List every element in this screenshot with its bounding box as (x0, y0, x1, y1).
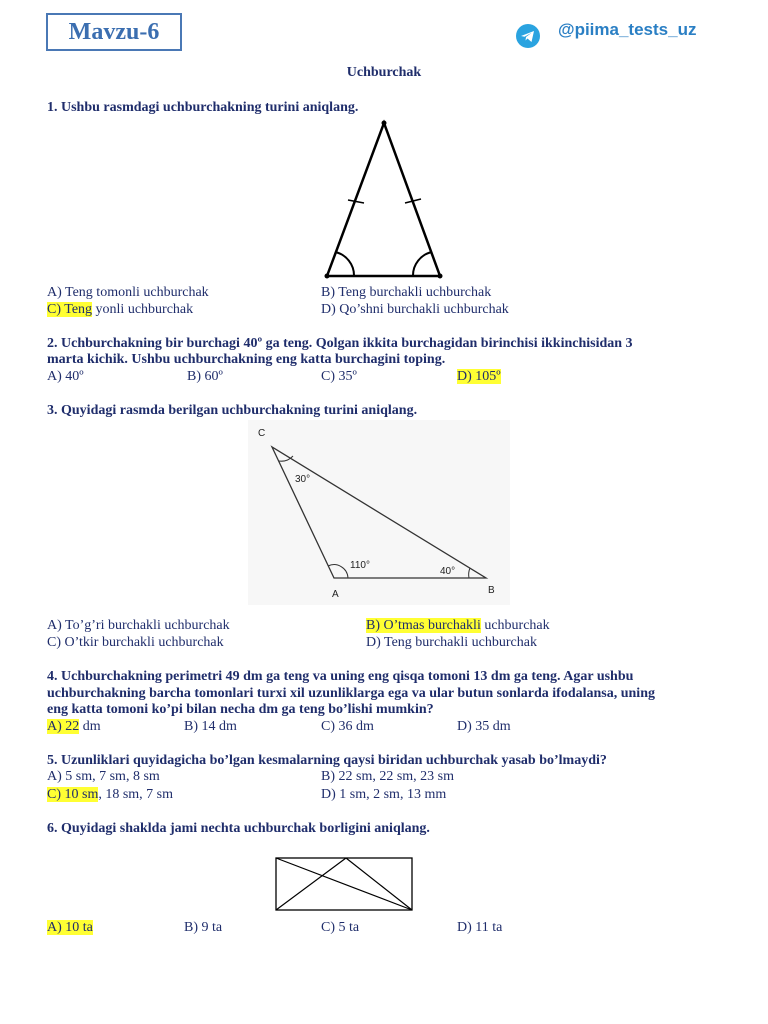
q6-option-d[interactable]: D) 11 ta (457, 920, 503, 935)
answer-highlight: C) Teng (47, 302, 93, 317)
angle-a-label: 110° (350, 560, 370, 571)
vertex-b-label: B (488, 585, 495, 596)
q3-option-a[interactable]: A) To’g’ri burchakli uchburchak (47, 618, 230, 633)
q2-option-d[interactable] (457, 368, 501, 385)
answer-highlight: C) 10 sm (47, 787, 99, 802)
answer-highlight: A) 10 ta (47, 920, 93, 935)
q4-option-d[interactable]: D) 35 dm (457, 719, 511, 734)
q6-option-a[interactable] (47, 919, 93, 936)
answer-highlight: B) O’tmas burchakli (366, 618, 481, 633)
q6-option-b[interactable]: B) 9 ta (184, 920, 223, 935)
topic-label: Mavzu-6 (68, 18, 160, 45)
question-1: 1. Ushbu rasmdagi uchburchakning turini aniqlang. (47, 100, 359, 115)
q5-option-b[interactable]: B) 22 sm, 22 sm, 23 sm (321, 769, 455, 784)
q4-option-c[interactable]: C) 36 dm (321, 719, 374, 734)
option-text: , 18 sm, 7 sm (98, 787, 174, 802)
vertex-c-label: C (258, 428, 266, 439)
q1-option-d[interactable]: D) Qo’shni burchakli uchburchak (321, 302, 509, 317)
q2-option-a[interactable]: A) 40º (47, 369, 84, 384)
q5-option-d[interactable]: D) 1 sm, 2 sm, 13 mm (321, 787, 447, 802)
q4-option-b[interactable]: B) 14 dm (184, 719, 237, 734)
q2-option-b[interactable]: B) 60º (187, 369, 223, 384)
q4-option-a[interactable] (47, 718, 101, 735)
q5-option-c[interactable] (47, 786, 173, 803)
question-5: 5. Uzunliklari quyidagicha bo’lgan kesmalarning qaysi biridan uchburchak yasab bo’lmaydi? (47, 753, 607, 768)
channel-handle[interactable]: @piima_tests_uz (558, 20, 697, 39)
q1-option-a[interactable]: A) Teng tomonli uchburchak (47, 285, 209, 300)
isosceles-triangle-figure (310, 115, 490, 285)
telegram-icon (516, 24, 540, 48)
topic-box (46, 13, 182, 51)
option-text: dm (79, 719, 101, 734)
q5-option-a[interactable]: A) 5 sm, 7 sm, 8 sm (47, 769, 160, 784)
doc-title: Uchburchak (346, 65, 422, 80)
question-2-line-1: 2. Uchburchakning bir burchagi 40º ga teng. Qolgan ikkita burchagidan birinchisi ikkinchisidan 3 (47, 336, 633, 351)
answer-highlight: D) 105º (457, 369, 501, 384)
q1-option-c[interactable] (47, 301, 193, 318)
obtuse-triangle-figure (248, 420, 510, 605)
angle-c-label: 30° (295, 474, 311, 485)
question-4-line-2: uchburchakning barcha tomonlari turxi xil uzunliklarga ega va ular butun sonlarda ifodalansa, uning (47, 686, 655, 701)
option-text: uchburchak (480, 618, 550, 633)
question-4-line-1: 4. Uchburchakning perimetri 49 dm ga teng va uning eng qisqa tomoni 13 dm ga teng. Agar ushbu (47, 669, 634, 684)
q3-option-d[interactable]: D) Teng burchakli uchburchak (366, 635, 537, 650)
q3-option-b[interactable] (366, 617, 550, 634)
rectangle-triangles-figure (274, 856, 414, 912)
option-text: yonli uchburchak (92, 302, 194, 317)
q1-option-b[interactable]: B) Teng burchakli uchburchak (321, 285, 492, 300)
question-2-line-2: marta kichik. Ushbu uchburchakning eng katta burchagini toping. (47, 352, 446, 367)
question-4-line-3: eng katta tomoni ko’pi bilan necha dm ga teng bo’lishi mumkin? (47, 702, 434, 717)
answer-highlight: A) 22 (47, 719, 80, 734)
q6-option-c[interactable]: C) 5 ta (321, 920, 360, 935)
question-6: 6. Quyidagi shaklda jami nechta uchburchak borligini aniqlang. (47, 821, 430, 836)
angle-b-label: 40° (440, 566, 456, 577)
q2-option-c[interactable]: C) 35º (321, 369, 357, 384)
question-3: 3. Quyidagi rasmda berilgan uchburchakning turini aniqlang. (47, 403, 418, 418)
vertex-a-label: A (332, 589, 339, 600)
q3-option-c[interactable]: C) O’tkir burchakli uchburchak (47, 635, 224, 650)
